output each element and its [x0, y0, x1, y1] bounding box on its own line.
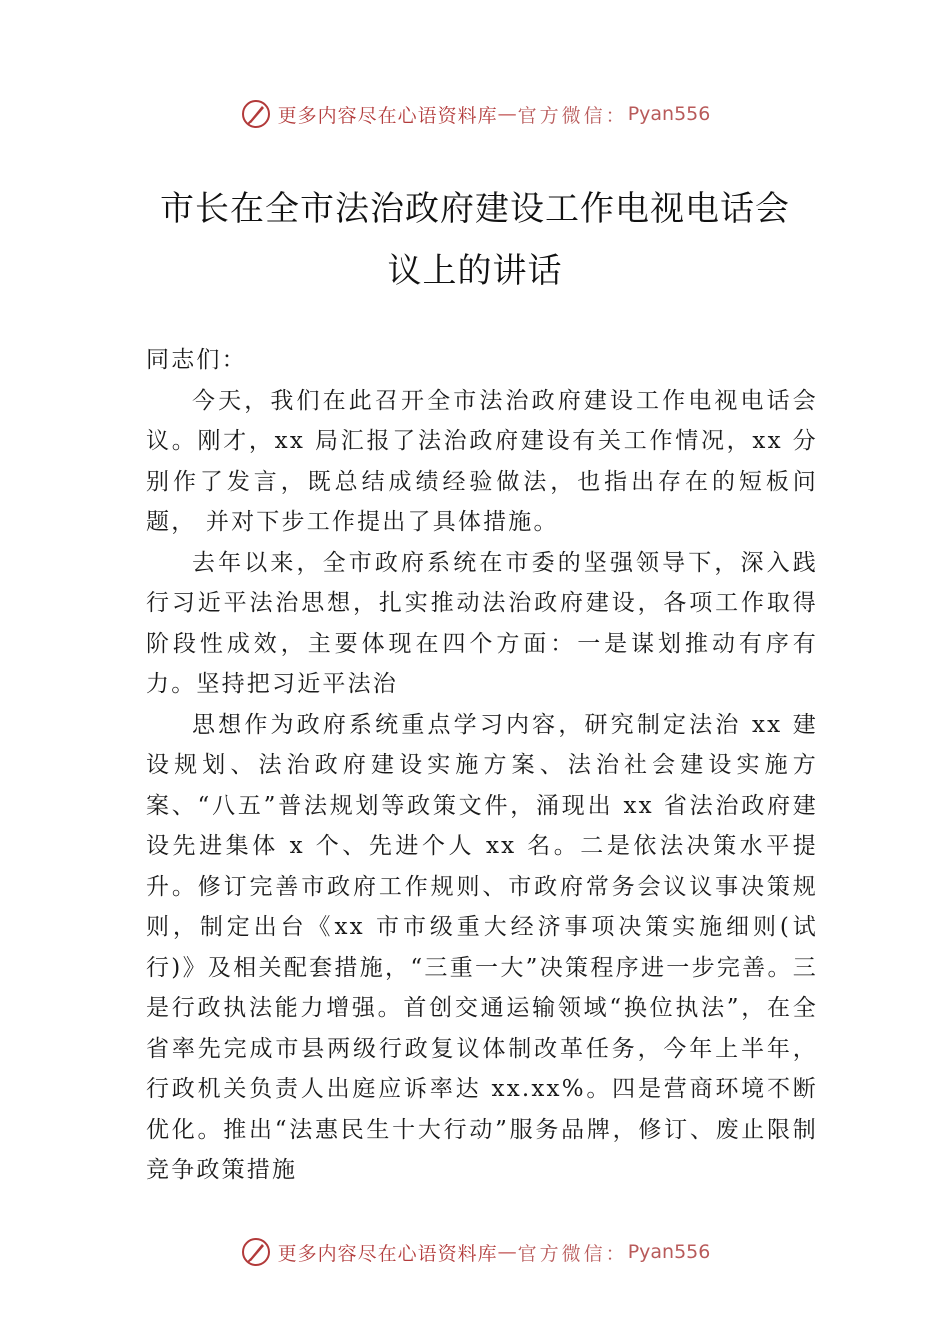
- title-line-1: 市长在全市法治政府建设工作电视电话会: [160, 189, 790, 229]
- header-banner: [0, 94, 950, 134]
- document-body: [146, 340, 818, 1191]
- banner-wechat-label: 官方微信：: [517, 1242, 628, 1265]
- title-line-2: 议上的讲话: [387, 251, 563, 291]
- paragraph-1: 今天，我们在此召开全市法治政府建设工作电视电话会议。刚才，xx 局汇报了法治政府建设有关工作情况，xx 分别作了发言，既总结成绩经验做法，也指出存在的短板问题， 并对下步工作提出了具体措施。: [146, 387, 818, 535]
- banner-wechat-label: 官方微信：: [517, 104, 628, 127]
- banner-wechat-id: Pyan556: [627, 1241, 711, 1263]
- quill-logo-icon: [240, 98, 272, 130]
- paragraph-2: 去年以来，全市政府系统在市委的坚强领导下，深入践行习近平法治思想，扎实推动法治政府建设，各项工作取得阶段性成效，主要体现在四个方面：一是谋划推动有序有力。坚持把习近平法治: [146, 549, 818, 697]
- banner-text: 更多内容尽在心语资料库: [277, 104, 498, 127]
- salutation: 同志们：: [146, 347, 247, 373]
- document-title: [100, 178, 850, 302]
- paragraph-3: 思想作为政府系统重点学习内容，研究制定法治 xx 建设规划、法治政府建设实施方案、法治社会建设实施方案、“八五”普法规划等政策文件，涌现出 xx 省法治政府建设先进集体 x 个、先进个人 xx 名。二是依法决策水平提升。修订完善市政府工作规则、市政府常务会议议事决策规则，制定出台《xx 市市级重大经济事项决策实施细则(试行)》及相关配套措施，“三重一大”决策程序进一步完善。三是行政执法能力增强。首创交通运输领域“换位执法”，在全省率先完成市县两级行政复议体制改革任务，今年上半年，行政机关负责人出庭应诉率达 xx.xx%。四是营商环境不断优化。推出“法惠民生十大行动”服务品牌，修订、废止限制竞争政策措施: [146, 711, 818, 1183]
- banner-text: 更多内容尽在心语资料库: [277, 1242, 498, 1265]
- banner-wechat-id: Pyan556: [627, 103, 711, 125]
- banner-separator: —: [497, 103, 518, 125]
- quill-logo-icon: [240, 1236, 272, 1268]
- footer-banner: [0, 1232, 950, 1272]
- banner-separator: —: [497, 1241, 518, 1263]
